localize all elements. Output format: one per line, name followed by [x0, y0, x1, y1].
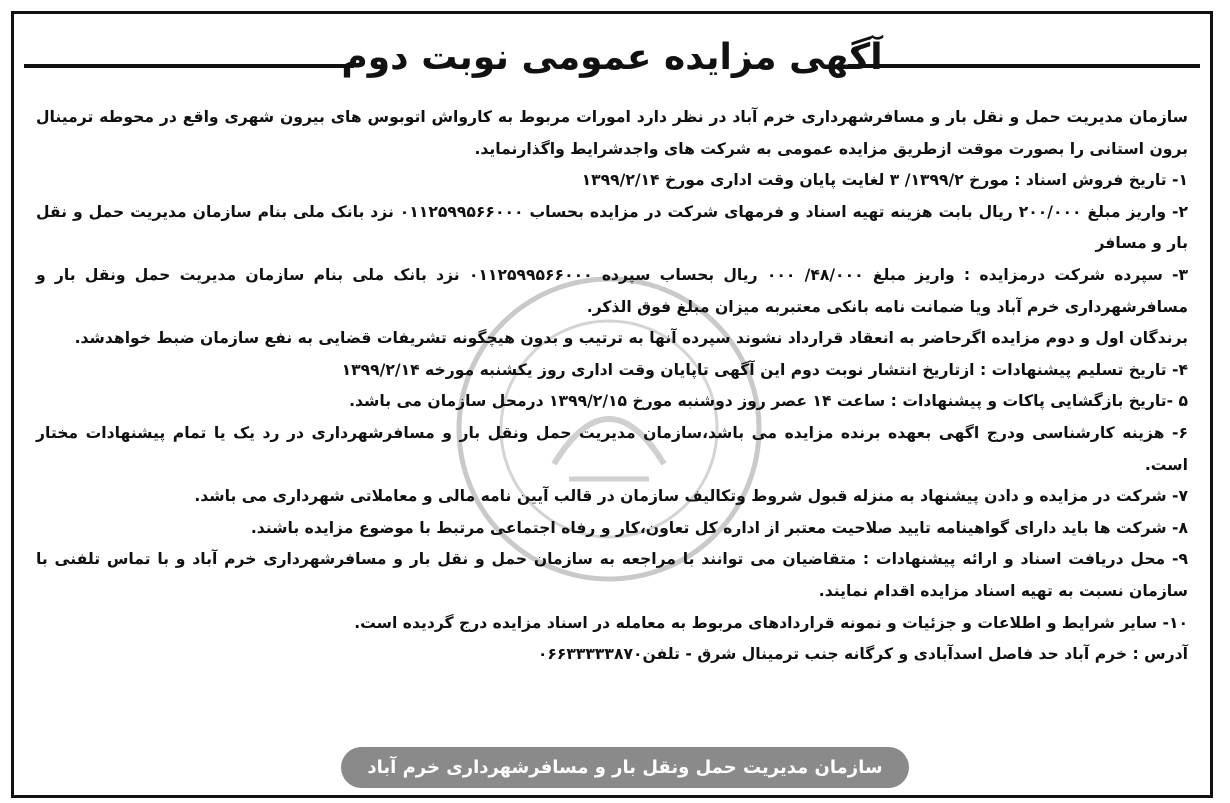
item-10: ۱۰- سایر شرایط و اطلاعات و جزئیات و نمونه قراردادهای مربوط به معامله در اسناد مزایده درج گردیده است. — [354, 613, 1188, 632]
item-9: ۹- محل دریافت اسناد و ارائه پیشنهادات : متقاضیان می توانند با مراجعه به سازمان حمل و نقل بار و مسافرشهرداری خرم آباد و با تماس تلفنی با سازمان نسبت به تهیه اسناد مزایده اقدام نمایند. — [36, 550, 1188, 600]
organization-footer: سازمان مدیریت حمل ونقل بار و مسافرشهرداری خرم آباد — [341, 747, 909, 788]
item-1: ۱- تاریخ فروش اسناد : مورخ ۱۳۹۹/۲/ ۳ لغایت پایان وقت اداری مورخ ۱۳۹۹/۲/۱۴ — [581, 171, 1188, 190]
item-3: ۳- سپرده شرکت درمزایده : واریز مبلغ ۴۸/۰۰۰/ ۰۰۰ ریال بحساب سپرده ۰۱۱۲۵۹۹۵۶۶۰۰۰ نزد بانک ملی بنام سازمان مدیریت حمل ونقل بار و مسافرشهرداری خرم آباد ویا ضمانت نامه بانکی معتبربه میزان مبلغ فوق الذکر. — [36, 265, 1189, 316]
item-7: ۷- شرکت در مزایده و دادن پیشنهاد به منزله قبول شروط وتکالیف سازمان در قالب آیین نامه مالی و معاملاتی شهرداری می باشد. — [194, 487, 1188, 506]
winners-note: برندگان اول و دوم مزایده اگرحاضر به انعقاد قرارداد نشوند سپرده آنها به ترتیب و بدون هیچگونه تشریفات قضایی به نفع سازمان ضبط خواهدشد. — [74, 329, 1188, 348]
notice-frame — [11, 11, 1213, 798]
item-6: ۶- هزینه کارشناسی ودرج اگهی بعهده برنده مزایده می باشد،سازمان مدیریت حمل ونقل بار و مسافرشهرداری در رد یک یا تمام پیشنهادات مختار است. — [36, 423, 1188, 474]
item-4: ۴- تاریخ تسلیم پیشنهادات : ازتاریخ انتشار نوبت دوم این آگهی تاپایان وقت اداری روز یکشنبه مورخه ۱۳۹۹/۲/۱۴ — [341, 360, 1188, 379]
intro-paragraph: سازمان مدیریت حمل و نقل بار و مسافرشهرداری خرم آباد در نظر دارد امورات مربوط به کارواش اتوبوس های بیرون شهری واقع در محوطه ترمینال برون استانی را بصورت موقت ازطریق مزایده عمومی به شرکت های واجدشرایط واگذارنماید. — [36, 108, 1188, 158]
item-5: ۵ -تاریخ بازگشایی پاکات و پیشنهادات : ساعت ۱۴ عصر روز دوشنبه مورخ ۱۳۹۹/۲/۱۵ درمحل سازمان می باشد. — [349, 392, 1188, 411]
address-line: آدرس : خرم آباد حد فاصل اسدآبادی و کرگانه جنب ترمینال شرق - تلفن۰۶۶۳۳۳۳۳۸۷۰ — [537, 645, 1188, 664]
notice-body — [36, 102, 1188, 671]
item-2: ۲- واریز مبلغ ۲۰۰/۰۰۰ ریال بابت هزینه تهیه اسناد و فرمهای شرکت در مزایده بحساب ۰۱۱۲۵۹۹۵۶۶۰۰۰ نزد بانک ملی بنام سازمان مدیریت حمل و نقل بار و مسافر — [36, 202, 1188, 253]
page-title: آگهی مزایده عمومی نوبت دوم — [341, 37, 883, 78]
item-8: ۸- شرکت ها باید دارای گواهینامه تایید صلاحیت معتبر از اداره کل تعاون،کار و رفاه اجتماعی مرتبط با موضوع مزایده باشند. — [250, 518, 1188, 537]
